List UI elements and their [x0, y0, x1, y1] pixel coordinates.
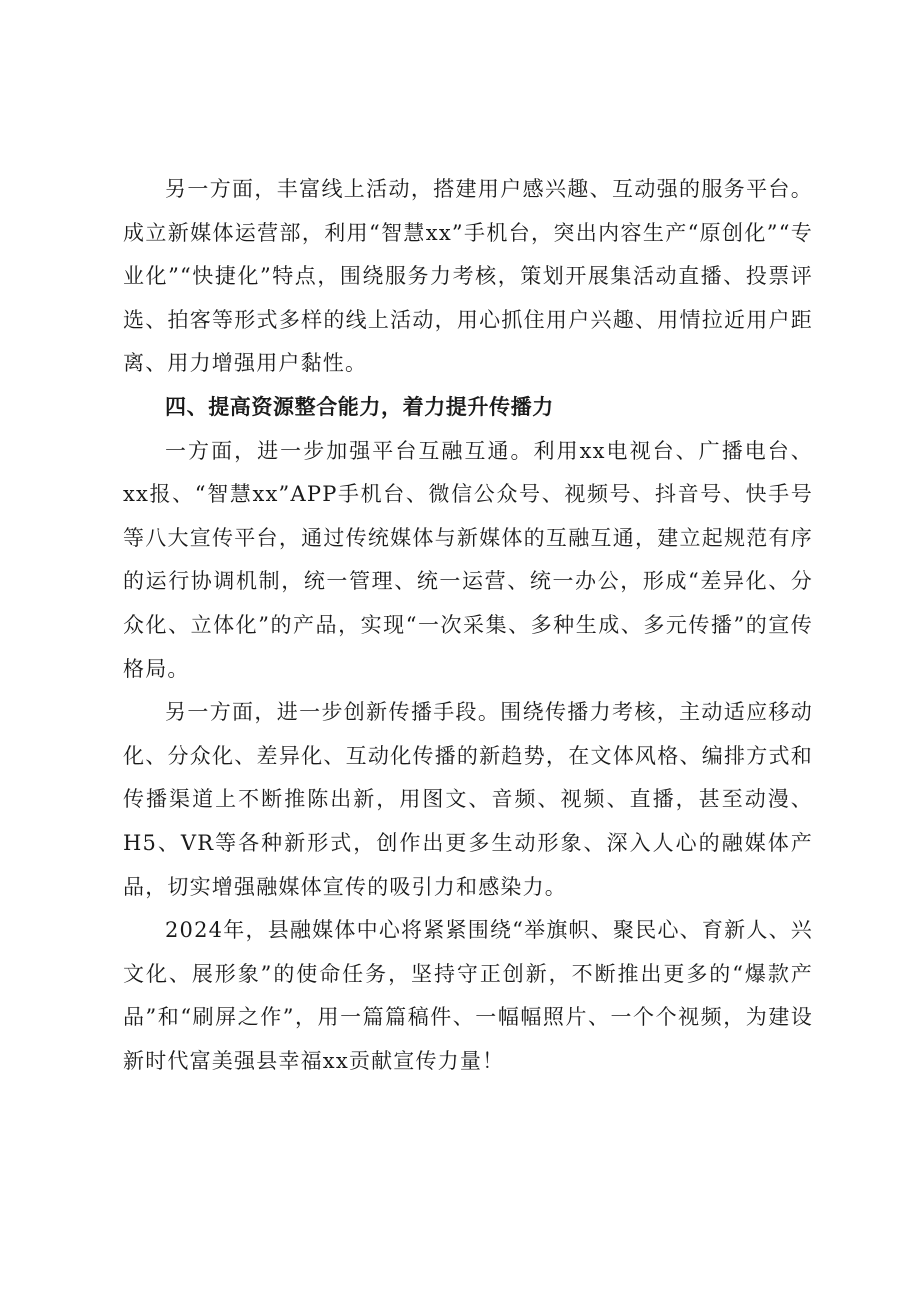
- document-body: [123, 168, 813, 1083]
- paragraph-2024-outlook: 2024年，县融媒体中心将紧紧围绕“举旗帜、聚民心、育新人、兴文化、展形象”的使命任务，坚持守正创新，不断推出更多的“爆款产品”和“刷屏之作”，用一篇篇稿件、一幅幅照片、一个个视频，为建设新时代富美强县幸福xx贡献宣传力量！: [123, 918, 813, 1073]
- section-heading-four: 四、提高资源整合能力，着力提升传播力: [165, 394, 554, 419]
- paragraph-communication-innovation: 另一方面，进一步创新传播手段。围绕传播力考核，主动适应移动化、分众化、差异化、互动化传播的新趋势，在文体风格、编排方式和传播渠道上不断推陈出新，用图文、音频、视频、直播，甚至动漫、H5、VR等各种新形式，创作出更多生动形象、深入人心的融媒体产品，切实增强融媒体宣传的吸引力和感染力。: [123, 700, 813, 899]
- paragraph-online-activities: 另一方面，丰富线上活动，搭建用户感兴趣、互动强的服务平台。成立新媒体运营部，利用“智慧xx”手机台，突出内容生产“原创化”“专业化”“快捷化”特点，围绕服务力考核，策划开展集活动直播、投票评选、拍客等形式多样的线上活动，用心抓住用户兴趣、用情拉近用户距离、用力增强用户黏性。: [123, 177, 813, 376]
- paragraph-platform-integration: 一方面，进一步加强平台互融互通。利用xx电视台、广播电台、xx报、“智慧xx”APP手机台、微信公众号、视频号、抖音号、快手号等八大宣传平台，通过传统媒体与新媒体的互融互通，建立起规范有序的运行协调机制，统一管理、统一运营、统一办公，形成“差异化、分众化、立体化”的产品，实现“一次采集、多种生成、多元传播”的宣传格局。: [123, 438, 813, 681]
